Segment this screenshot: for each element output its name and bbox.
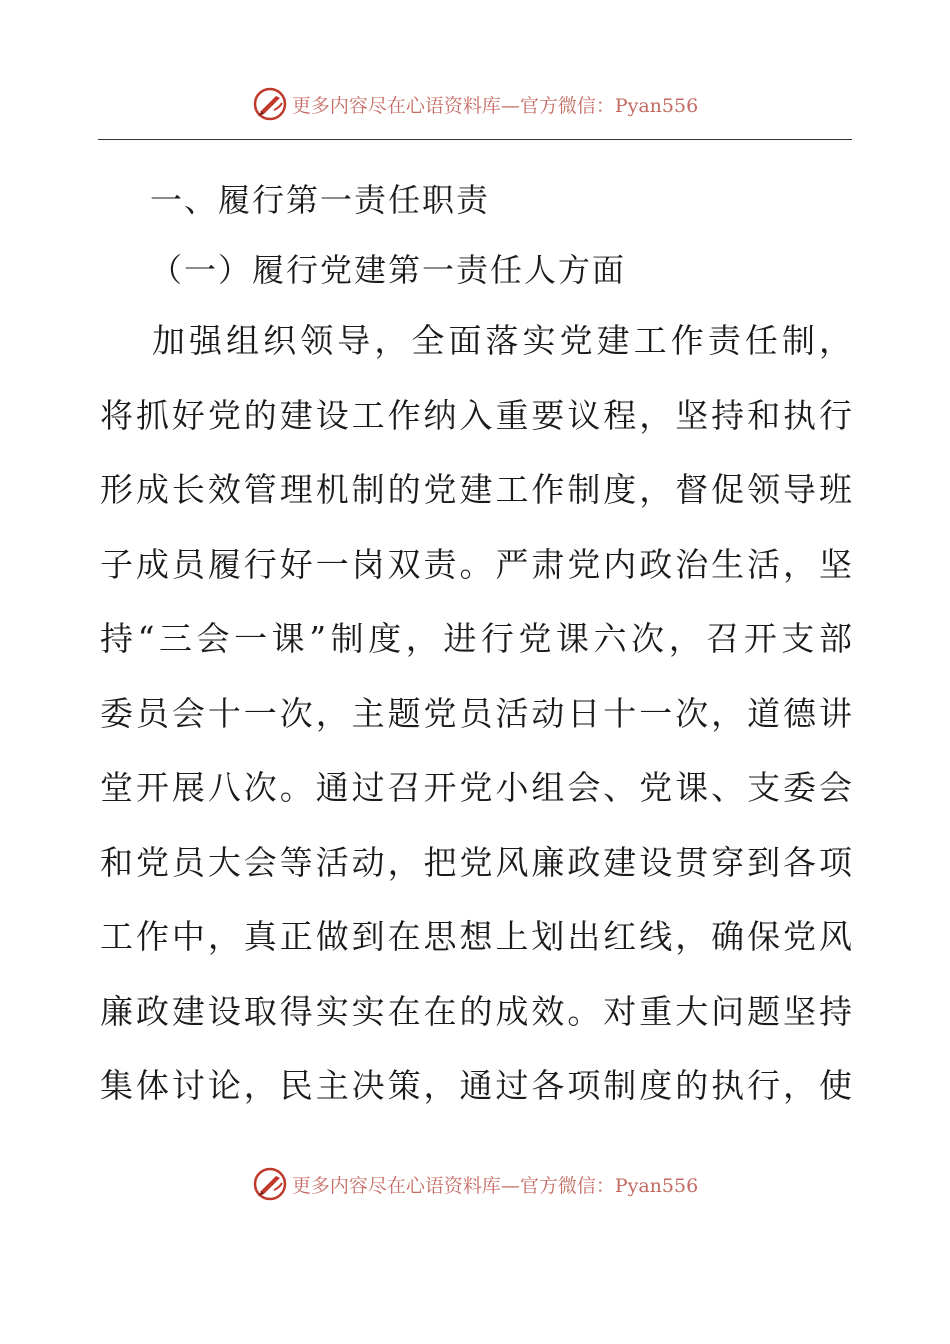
paragraph-line: 将抓好党的建设工作纳入重要议程，坚持和执行 bbox=[100, 395, 852, 435]
subsection-heading: （一）履行党建第一责任人方面 bbox=[150, 251, 627, 289]
paragraph-line: 工作中，真正做到在思想上划出红线，确保党风 bbox=[100, 917, 852, 956]
section-heading: 一、履行第一责任职责 bbox=[150, 181, 491, 219]
paragraph-line: 持“三会一课”制度，进行党课六次，召开支部 bbox=[100, 619, 852, 658]
paragraph-line: 委员会十一次，主题党员活动日十一次，道德讲 bbox=[100, 693, 852, 733]
paragraph-line: 子成员履行好一岗双责。严肃党内政治生活，坚 bbox=[100, 544, 852, 584]
header-banner bbox=[0, 82, 950, 126]
pen-circle-logo-icon bbox=[252, 1166, 288, 1202]
paragraph-line: 集体讨论，民主决策，通过各项制度的执行，使 bbox=[100, 1066, 852, 1105]
body-paragraph bbox=[100, 318, 852, 1138]
footer-banner bbox=[0, 1162, 950, 1206]
paragraph-line: 堂开展八次。通过召开党小组会、党课、支委会 bbox=[100, 768, 852, 807]
paragraph-line: 廉政建设取得实实在在的成效。对重大问题坚持 bbox=[100, 991, 852, 1031]
paragraph-line: 形成长效管理机制的党建工作制度，督促领导班 bbox=[100, 470, 852, 509]
paragraph-line: 和党员大会等活动，把党风廉政建设贯穿到各项 bbox=[100, 842, 852, 882]
banner-text: 更多内容尽在心语资料库—官方微信：Pyan556 bbox=[291, 1174, 699, 1197]
banner-text: 更多内容尽在心语资料库—官方微信：Pyan556 bbox=[291, 94, 699, 117]
pen-circle-logo-icon bbox=[252, 86, 288, 122]
header-divider bbox=[98, 139, 852, 140]
paragraph-line: 加强组织领导，全面落实党建工作责任制， bbox=[152, 321, 852, 360]
